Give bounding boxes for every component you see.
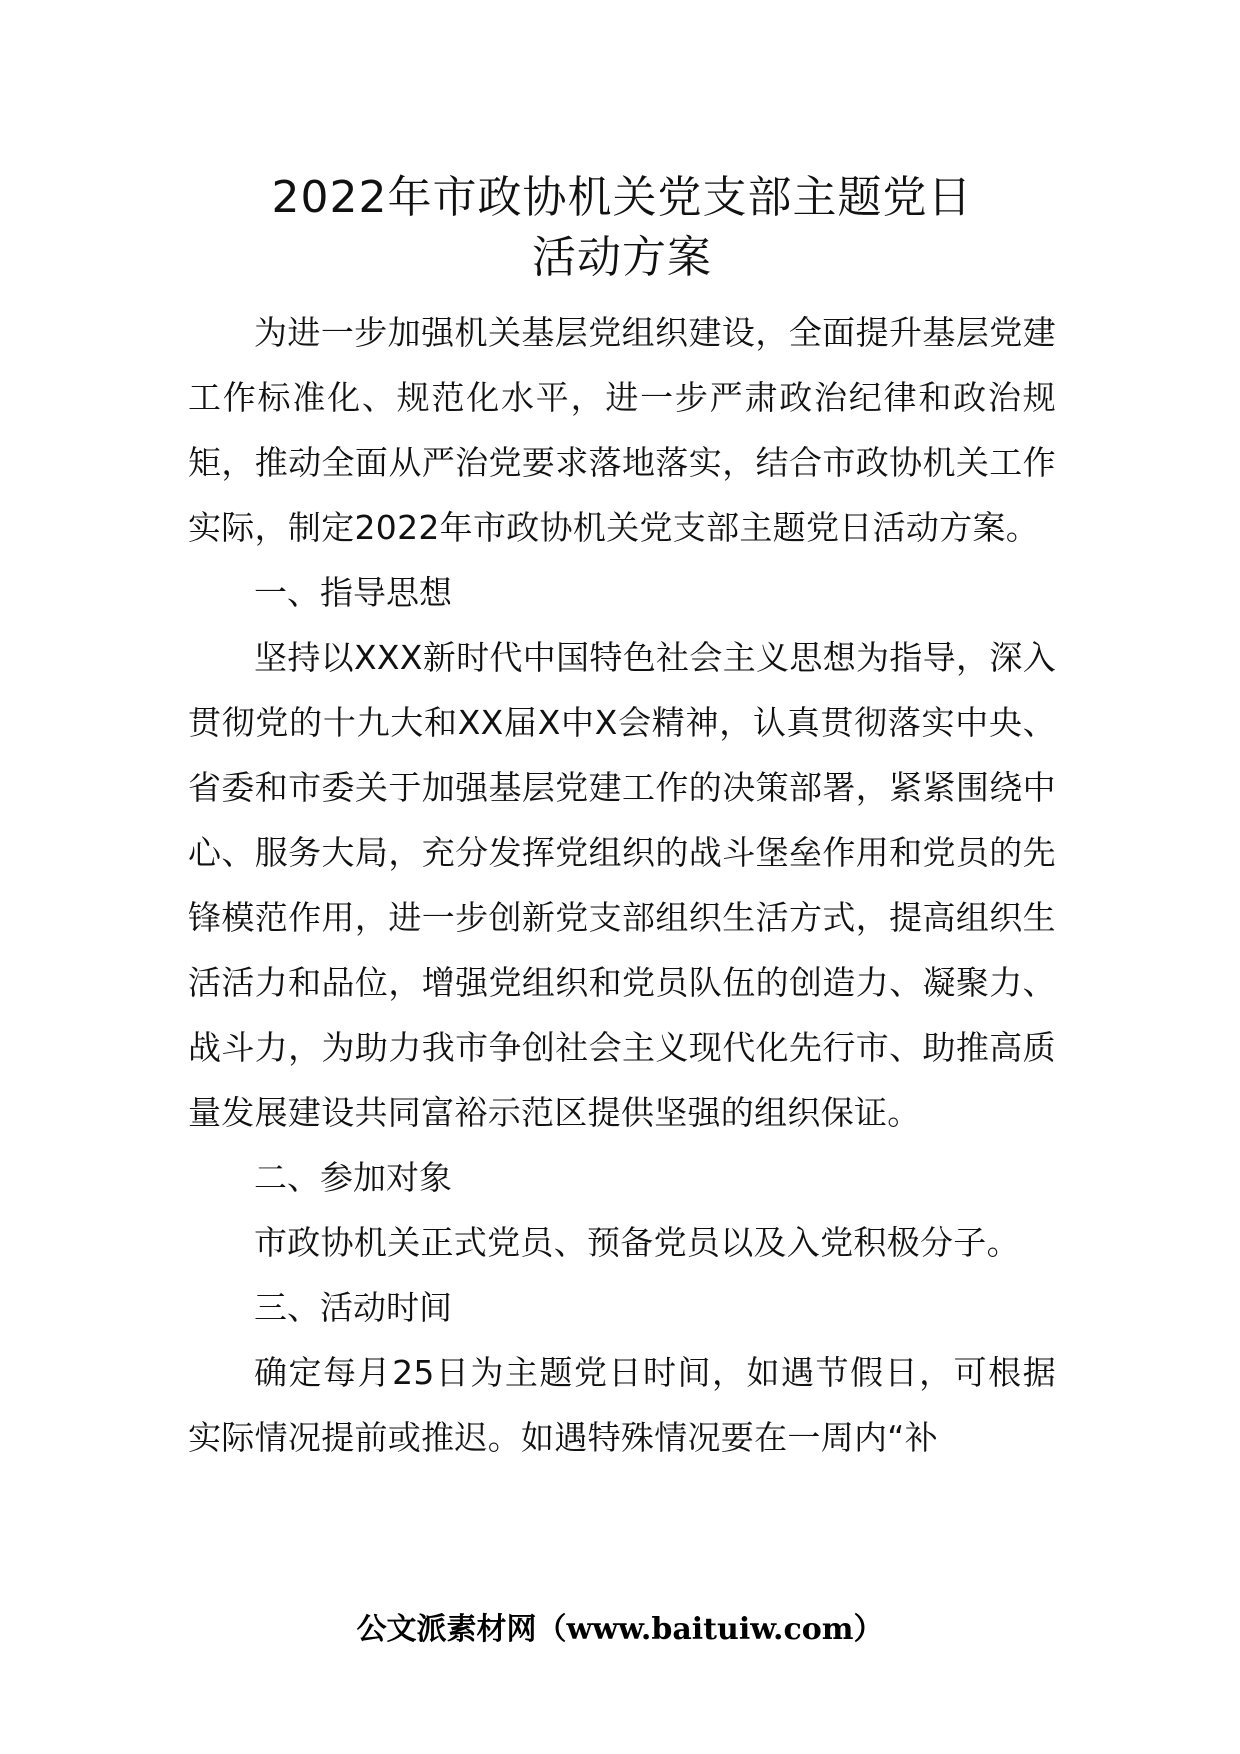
footer-watermark: 公文派素材网（www.baituiw.com）: [356, 1612, 884, 1647]
section-heading-participants: 二、参加对象: [254, 1158, 452, 1197]
section-text-activity-time: 确定每月25日为主题党日时间，如遇节假日，可根据实际情况提前或推迟。如遇特殊情况要在一周内“补: [188, 1353, 1056, 1457]
title-line-2: 活动方案: [532, 232, 712, 283]
document-title: [188, 168, 1056, 288]
title-line-1: 2022年市政协机关党支部主题党日: [271, 172, 973, 223]
section-heading-guiding-ideology: 一、指导思想: [254, 573, 452, 612]
section-text-guiding-ideology: 坚持以XXX新时代中国特色社会主义思想为指导，深入贯彻党的十九大和XX届X中X会精神，认真贯彻落实中央、省委和市委关于加强基层党建工作的决策部署，紧紧围绕中心、服务大局，充分发挥党组织的战斗堡垒作用和党员的先锋模范作用，进一步创新党支部组织生活方式，提高组织生活活力和品位，增强党组织和党员队伍的创造力、凝聚力、战斗力，为助力我市争创社会主义现代化先行市、助推高质量发展建设共同富裕示范区提供坚强的组织保证。: [188, 638, 1056, 1132]
section-heading-activity-time: 三、活动时间: [254, 1288, 452, 1327]
document-body: [188, 300, 1056, 1470]
section-text-participants: 市政协机关正式党员、预备党员以及入党积极分子。: [254, 1223, 1020, 1262]
intro-paragraph: 为进一步加强机关基层党组织建设，全面提升基层党建工作标准化、规范化水平，进一步严肃政治纪律和政治规矩，推动全面从严治党要求落地落实，结合市政协机关工作实际，制定2022年市政协机关党支部主题党日活动方案。: [188, 313, 1056, 547]
